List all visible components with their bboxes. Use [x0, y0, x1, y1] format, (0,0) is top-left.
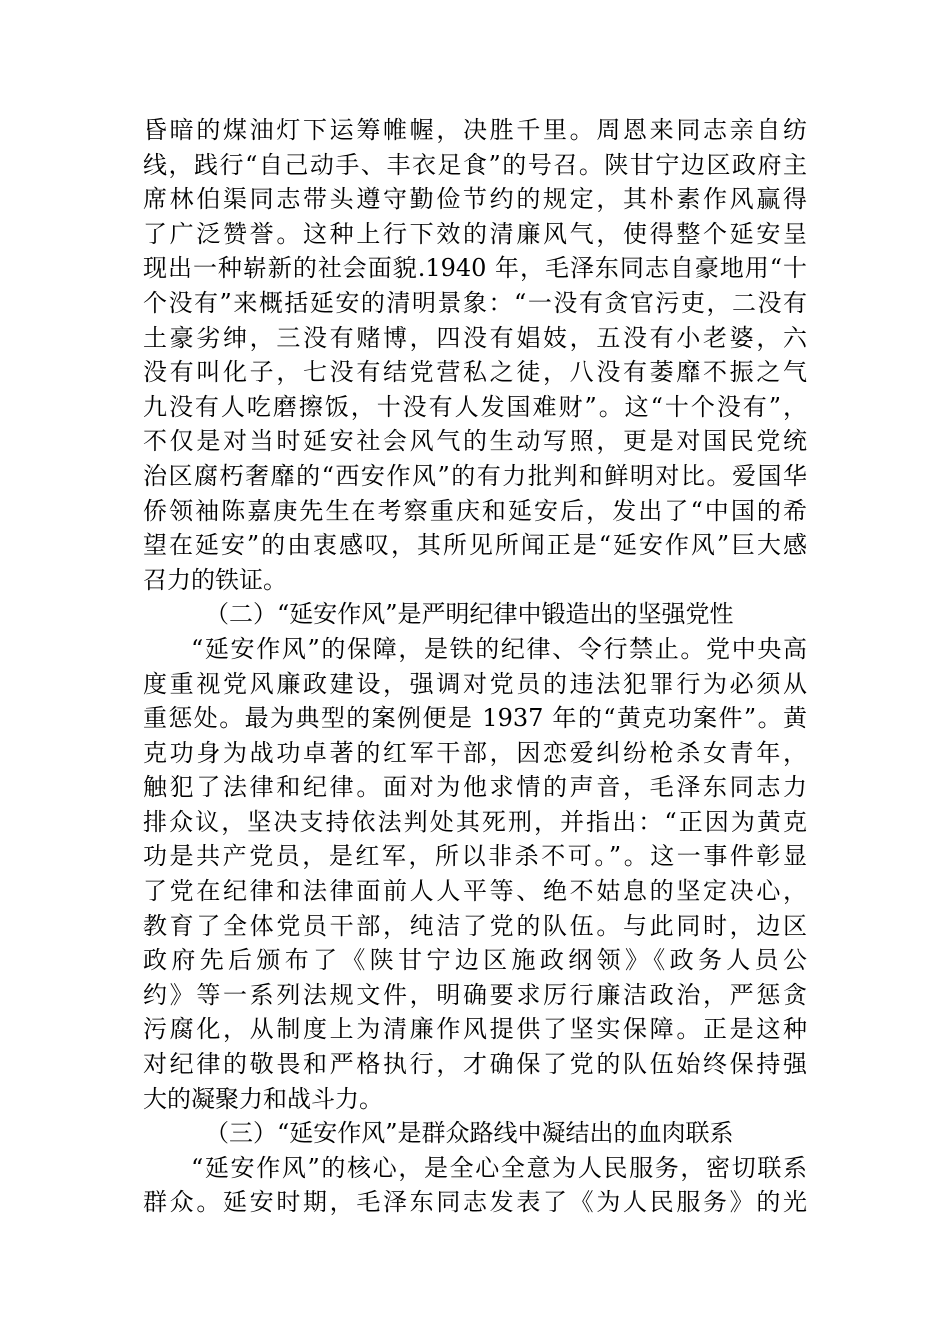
text-line: 没有叫化子，七没有结党营私之徒，八没有萎靡不振之气	[143, 358, 807, 387]
text-line: 功是共产党员，是红军，所以非杀不可。”。这一事件彰显	[143, 842, 807, 871]
text-line: 了党在纪律和法律面前人人平等、绝不姑息的坚定决心，	[143, 877, 807, 906]
text-line: 召力的铁证。	[143, 565, 287, 594]
text-line: 了广泛赞誉。这种上行下效的清廉风气，使得整个延安呈	[143, 219, 807, 248]
text-line: 克功身为战功卓著的红军干部，因恋爱纠纷枪杀女青年，	[143, 738, 807, 767]
text-line: 度重视党风廉政建设，强调对党员的违法犯罪行为必须从	[143, 669, 807, 698]
text-line: 线，践行“自己动手、丰衣足食”的号召。陕甘宁边区政府主	[143, 150, 807, 179]
text-line: 不仅是对当时延安社会风气的生动写照，更是对国民党统	[143, 427, 807, 456]
document-page	[143, 113, 807, 1220]
section-heading: （二）“延安作风”是严明纪律中锻造出的坚强党性	[205, 600, 734, 629]
text-line: 治区腐朽奢靡的“西安作风”的有力批判和鲜明对比。爱国华	[143, 461, 807, 490]
text-line: 对纪律的敬畏和严格执行，才确保了党的队伍始终保持强	[143, 1050, 807, 1079]
section-heading: （三）“延安作风”是群众路线中凝结出的血肉联系	[205, 1119, 734, 1148]
text-line: 政府先后颁布了《陕甘宁边区施政纲领》《政务人员公	[143, 946, 807, 975]
text-line: 群众。延安时期，毛泽东同志发表了《为人民服务》的光	[143, 1188, 807, 1217]
text-line: “延安作风”的保障，是铁的纪律、令行禁止。党中央高	[191, 634, 807, 663]
text-line: 重惩处。最为典型的案例便是 1937 年的“黄克功案件”。黄	[143, 704, 807, 733]
text-line: 席林伯渠同志带头遵守勤俭节约的规定，其朴素作风赢得	[143, 185, 807, 214]
text-line: 个没有”来概括延安的清明景象：“一没有贪官污吏，二没有	[143, 288, 807, 317]
text-line: 昏暗的煤油灯下运筹帷幄，决胜千里。周恩来同志亲自纺	[143, 116, 807, 144]
text-line: 约》等一系列法规文件，明确要求厉行廉洁政治，严惩贪	[143, 980, 807, 1009]
text-line: 望在延安”的由衷感叹，其所见所闻正是“延安作风”巨大感	[143, 531, 807, 560]
text-line: 教育了全体党员干部，纯洁了党的队伍。与此同时，边区	[143, 911, 807, 940]
text-line: 触犯了法律和纪律。面对为他求情的声音，毛泽东同志力	[143, 773, 807, 802]
text-line: “延安作风”的核心，是全心全意为人民服务，密切联系	[191, 1153, 807, 1182]
text-line: 现出一种崭新的社会面貌.1940 年，毛泽东同志自豪地用“十	[143, 254, 807, 283]
text-line: 排众议，坚决支持依法判处其死刑，并指出：“正因为黄克	[143, 807, 807, 836]
text-line: 土豪劣绅，三没有赌博，四没有娼妓，五没有小老婆，六	[143, 323, 807, 352]
text-line: 污腐化，从制度上为清廉作风提供了坚实保障。正是这种	[143, 1015, 807, 1044]
text-line: 侨领袖陈嘉庚先生在考察重庆和延安后，发出了“中国的希	[143, 496, 807, 525]
text-line: 大的凝聚力和战斗力。	[143, 1084, 383, 1113]
text-line: 九没有人吃磨擦饭，十没有人发国难财”。这“十个没有”，	[143, 392, 807, 421]
